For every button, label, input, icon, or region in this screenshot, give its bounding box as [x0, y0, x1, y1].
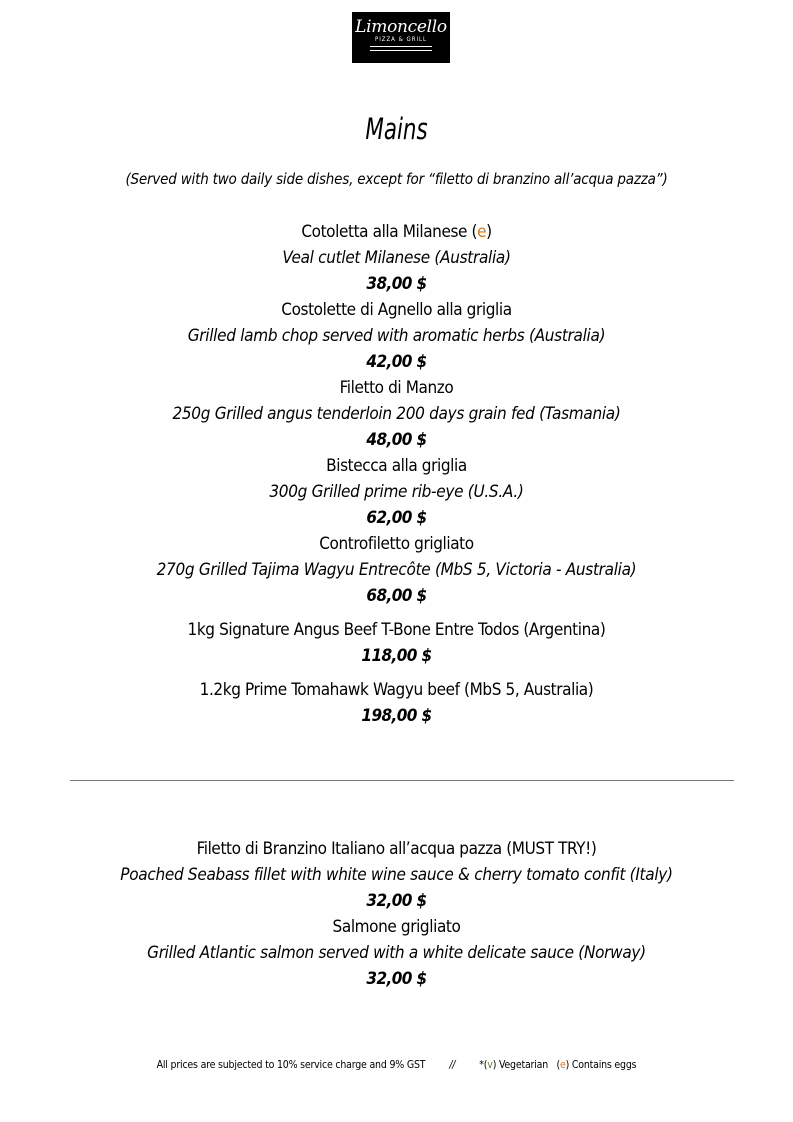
item-name: Salmone grigliato: [332, 917, 461, 937]
item-price: 62,00 $: [366, 508, 427, 528]
logo-decoration: [370, 46, 432, 51]
item-name: Filetto di Branzino Italiano all’acqua pazza (MUST TRY!): [196, 839, 597, 859]
item-description: Grilled lamb chop served with aromatic herbs (Australia): [187, 326, 606, 346]
page-title: Mains: [365, 112, 428, 146]
menu-item: [0, 297, 793, 375]
item-price: 118,00 $: [361, 646, 432, 666]
logo-brand: Limoncello: [355, 17, 447, 37]
item-description: 250g Grilled angus tenderloin 200 days grain fed (Tasmania): [172, 404, 621, 424]
menu-item: [0, 375, 793, 453]
item-price: 48,00 $: [366, 430, 427, 450]
section-divider: [70, 780, 734, 781]
restaurant-logo: [352, 12, 450, 63]
item-price: 68,00 $: [366, 586, 427, 606]
menu-item: [0, 677, 793, 729]
menu-item: [0, 617, 793, 669]
item-description: 300g Grilled prime rib-eye (U.S.A.): [269, 482, 524, 502]
item-price: 32,00 $: [366, 969, 427, 989]
footer-separator: //: [449, 1059, 456, 1071]
menu-item: [0, 836, 793, 914]
item-name: Controfiletto grigliato: [319, 534, 474, 554]
logo-tagline: PIZZA & GRILL: [374, 36, 428, 43]
egg-marker: e: [559, 1059, 566, 1071]
footer-prices: All prices are subjected to 10% service charge and 9% GST: [156, 1059, 426, 1071]
item-description: Veal cutlet Milanese (Australia): [282, 248, 511, 268]
item-name: 1.2kg Prime Tomahawk Wagyu beef (MbS 5, Australia): [199, 680, 594, 700]
item-price: 38,00 $: [366, 274, 427, 294]
menu-item: [0, 914, 793, 992]
item-description: 270g Grilled Tajima Wagyu Entrecôte (MbS 5, Victoria - Australia): [156, 560, 637, 580]
menu-item: [0, 453, 793, 531]
menu-item: [0, 219, 793, 297]
item-name: Filetto di Manzo: [339, 378, 454, 398]
item-name: Bistecca alla griglia: [326, 456, 467, 476]
veg-legend: ) Vegetarian: [492, 1059, 549, 1071]
item-description: Poached Seabass fillet with white wine sauce & cherry tomato confit (Italy): [120, 865, 673, 885]
serving-note: (Served with two daily side dishes, except for “filetto di branzino all’acqua pazza”): [125, 170, 668, 188]
footer-note: All prices are subjected to 10% service charge and 9% GST // *(v) Vegetarian (e) Contains eggs: [156, 1059, 637, 1071]
veg-marker: v: [487, 1059, 493, 1071]
egg-legend: ) Contains eggs: [565, 1059, 637, 1071]
meat-menu-list: [0, 219, 793, 729]
item-name: Cotoletta alla Milanese (e): [301, 222, 492, 242]
item-name: 1kg Signature Angus Beef T-Bone Entre Todos (Argentina): [187, 620, 606, 640]
fish-menu-list: [0, 836, 793, 992]
item-price: 42,00 $: [366, 352, 427, 372]
item-name: Costolette di Agnello alla griglia: [281, 300, 512, 320]
egg-marker: e: [477, 222, 487, 242]
item-price: 32,00 $: [366, 891, 427, 911]
menu-item: [0, 531, 793, 609]
item-price: 198,00 $: [361, 706, 432, 726]
item-description: Grilled Atlantic salmon served with a white delicate sauce (Norway): [147, 943, 646, 963]
